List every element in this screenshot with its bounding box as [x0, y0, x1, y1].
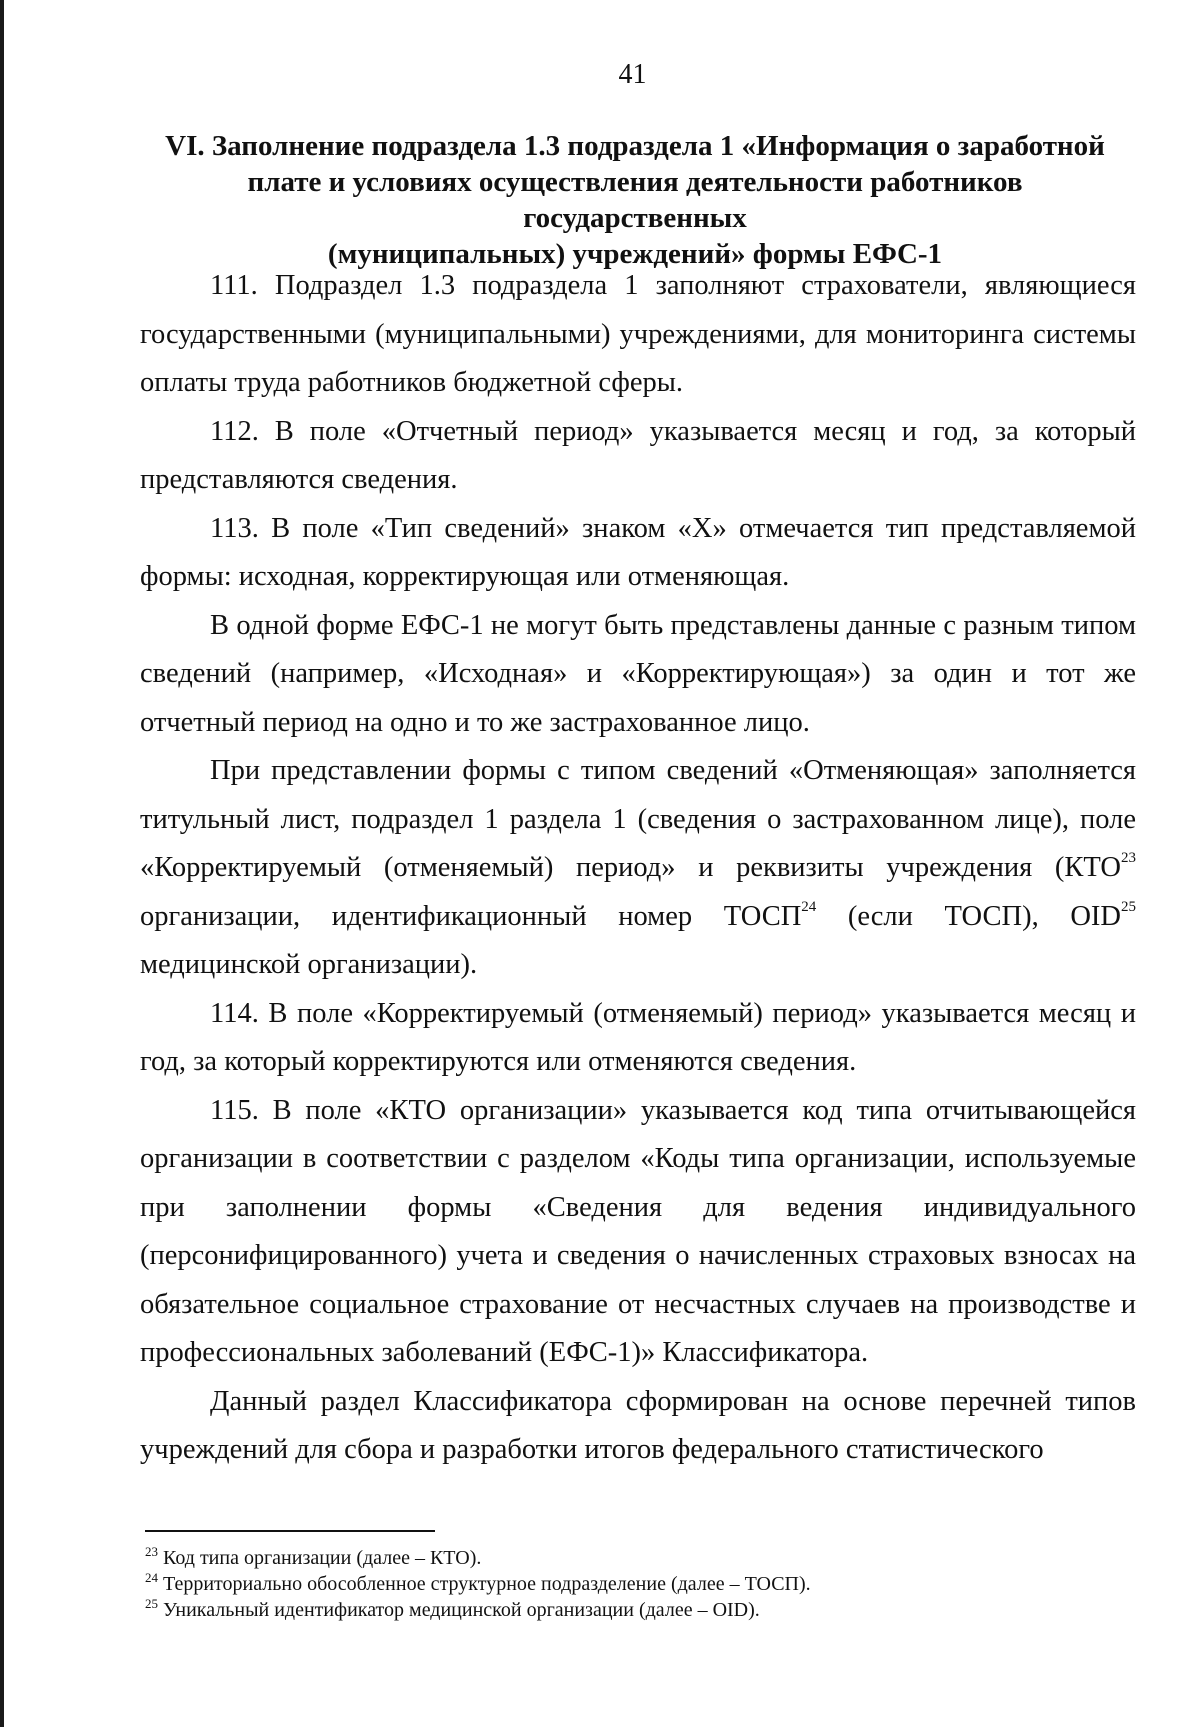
footnote-24 [145, 1571, 1145, 1597]
footnote-number: 25 [145, 1596, 158, 1611]
paragraph-113-types: В одной форме ЕФС-1 не могут быть представлены данные с разным типом сведений (например, «Исходная» и «Корректирующая») за один и тот же отчетный период на одно и то же застрахованное лицо. [140, 609, 1136, 738]
footnote-25 [145, 1597, 1145, 1623]
paragraph-text: При представлении формы с типом сведений «Отменяющая» заполняется титульный лист, подраздел 1 раздела 1 (сведения о застрахованном лице), поле «Корректируемый (отменяемый) период» и реквизиты учреждения (КТО [140, 755, 1136, 883]
footnote-ref-25[interactable]: 25 [1120, 898, 1136, 915]
paragraph-text: организации, идентификационный номер ТОСП [140, 900, 802, 932]
footnotes [145, 1545, 1145, 1623]
paragraph-111: 111. Подраздел 1.3 подраздела 1 заполняют страхователи, являющиеся государственными (муниципальными) учреждениями, для мониторинга системы оплаты труда работников бюджетной сферы. [140, 270, 1136, 398]
footnote-23 [145, 1545, 1145, 1571]
footnote-ref-24[interactable]: 24 [801, 898, 817, 915]
section-title-line-2: плате и условиях осуществления деятельности работников государственных [247, 166, 1023, 234]
footnote-divider [145, 1530, 435, 1532]
paragraph-113-cancel [140, 747, 1136, 990]
page-number: 41 [618, 59, 647, 90]
footnote-ref-23[interactable]: 23 [1121, 850, 1136, 866]
paragraph-115-classifier: Данный раздел Классификатора сформирован на основе перечней типов учреждений для сбора и разработки итогов федерального статистического [140, 1385, 1136, 1465]
footnote-text: Код типа организации (далее – КТО). [158, 1547, 482, 1569]
footnote-number: 24 [145, 1570, 158, 1585]
paragraph-text: (если ТОСП), OID [816, 900, 1121, 932]
section-title-line-3: (муниципальных) учреждений» формы ЕФС-1 [327, 238, 943, 270]
section-title-line-1: VI. Заполнение подраздела 1.3 подраздела 1 «Информация о заработной [165, 130, 1105, 162]
document-body [140, 262, 1136, 1475]
footnote-text: Уникальный идентификатор медицинской организации (далее – OID). [158, 1599, 760, 1621]
paragraph-115: 115. В поле «КТО организации» указывается код типа отчитывающейся организации в соответствии с разделом «Коды типа организации, используемые при заполнении формы «Сведения для ведения индивидуального (персонифицированного) учета и сведения о начисленных страховых взносах на обязательное социальное страхование от несчастных случаев на производстве и профессиональных заболеваний (ЕФС-1)» Классификатора. [140, 1094, 1136, 1368]
paragraph-112: 112. В поле «Отчетный период» указывается месяц и год, за который представляются сведения. [140, 415, 1136, 495]
footnote-text: Территориально обособленное структурное подразделение (далее – ТОСП). [158, 1573, 811, 1595]
paragraph-114: 114. В поле «Корректируемый (отменяемый) период» указывается месяц и год, за который корректируются или отменяются сведения. [140, 997, 1136, 1077]
section-title [135, 128, 1135, 272]
paragraph-text: медицинской организации). [140, 949, 478, 980]
footnote-number: 23 [145, 1544, 158, 1559]
paragraph-113: 113. В поле «Тип сведений» знаком «Х» отмечается тип представляемой формы: исходная, корректирующая или отменяющая. [140, 512, 1136, 592]
